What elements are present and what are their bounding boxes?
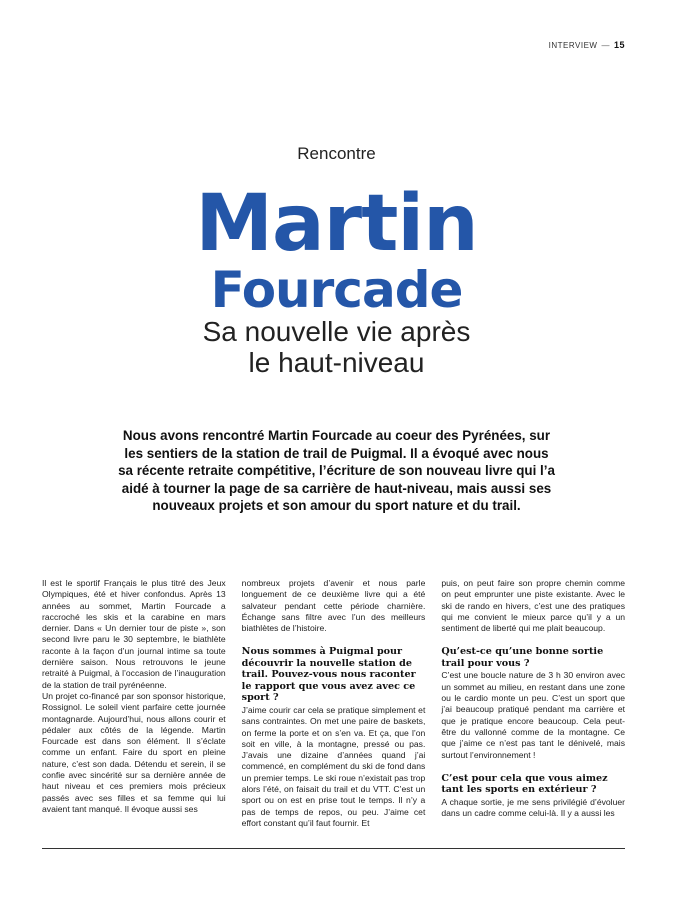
lead-paragraph: Nous avons rencontré Martin Fourcade au coeur des Pyrénées, sur les sentiers de la station de trail de Puigmal. Il a évoqué avec nous sa récente retraite compétitive, l’écriture de son nouveau livre qui l’a aidé à tourner la page de sa carrière de haut-niveau, mais aussi ses nouveaux projets et son amour du sport nature et du trail.: [118, 428, 555, 513]
subtitle: [0, 316, 673, 378]
column-2: [242, 578, 426, 829]
paragraph: nombreux projets d’avenir et nous parle longuement de ce deuxième livre qui a été salvateur pendant cette période charnière. Échange sans filtre avec l’un des meilleurs biathlètes de l’histoire.: [241, 578, 426, 634]
column-3: [441, 578, 625, 829]
answer-paragraph: J’aime courir car cela se pratique simplement et sans contraintes. On met une paire de baskets, on ferme la porte et on s’en va. Et ça, que l’on soit en ville, à la montagne, pressé ou pas. J’avais une dizaine d’années quand j’ai commencé, en complément du ski de fond dans un premier temps. Le ski roue n’existait pas trop alors l’été, on faisait du trail et du VTT. C’est un sport ou on est en prise tout le temps. Il n’y a pas de temps de repos, ou peu. J’aime cet effort constant qu’il faut fournir. Et: [241, 704, 426, 828]
title-line-2: Fourcade: [210, 261, 463, 319]
paragraph: puis, on peut faire son propre chemin comme on peut emprunter une piste existante. Avec le ski de rando en hivers, c’est une des pratiques qui me convient le mieux parce qu’il y a un sentiment de liberté qui me plait beaucoup.: [441, 578, 626, 634]
subtitle-line-2: le haut-niveau: [248, 347, 425, 378]
paragraph: Il est le sportif Français le plus titré des Jeux Olympiques, été et hiver confondus. Après 13 années au sommet, Martin Fourcade a raccroché les skis et la carabine en mars dernier. Dans « Un dernier tour de piste », son second livre paru le 30 septembre, le biathlète raconte à la façon d’un journal intime sa toute dernière saison. Nous retrouvons le jeune retraité à Puigmal, à l’occasion de l’inauguration de la station de trail pyrénéenne.: [42, 578, 226, 690]
paragraph: Un projet co-financé par son sponsor historique, Rossignol. Le soleil vient parfaire cette journée montagnarde. Aujourd’hui, nous allons courir et pédaler aux côtés de la légende. Martin Fourcade est dans son élément. Il s’éclate comme un enfant. Faire du sport en pleine nature, c’est son dada. Détendu et serein, il se confie avec sincérité sur sa dernière année de haut niveau et ces premiers mois précieux passés avec ses filles et sa femme qui lui avaient tant manqué. Il évoque aussi ses: [42, 690, 226, 814]
question-heading: Qu’est-ce qu’une bonne sortie trail pour vous ?: [441, 646, 604, 669]
subtitle-line-1: Sa nouvelle vie après: [202, 316, 471, 347]
kicker: Rencontre: [297, 144, 376, 163]
column-1: [42, 578, 226, 829]
answer-paragraph: C’est une boucle nature de 3 h 30 environ avec un sommet au milieu, en restant dans une zone ou le cardio monte un peu. C’est un sport que j’ai beaucoup pratiqué pendant ma carrière et que je pratique encore beaucoup. Cela peut-être du vallonné comme de la montagne. Ce que j’aime ce n’est pas tant le dénivelé, mais surtout l’environnement !: [441, 670, 626, 760]
page-number: 15: [613, 40, 625, 50]
page-header: [549, 40, 625, 50]
article-body: [42, 578, 625, 829]
footer-rule: [42, 848, 625, 849]
header-dash: —: [601, 40, 610, 50]
question-heading: Nous sommes à Puigmal pour découvrir la nouvelle station de trail. Pouvez-vous nous raconter le rapport que vous avez avec ce sport ?: [241, 646, 416, 704]
title-line-1: Martin: [195, 179, 478, 269]
answer-paragraph: A chaque sortie, je me sens privilégié d’évoluer dans un cadre comme celui-là. Il y a aussi les: [441, 796, 626, 819]
question-heading: C’est pour cela que vous aimez tant les sports en extérieur ?: [441, 772, 608, 796]
section-label: INTERVIEW: [548, 40, 598, 50]
